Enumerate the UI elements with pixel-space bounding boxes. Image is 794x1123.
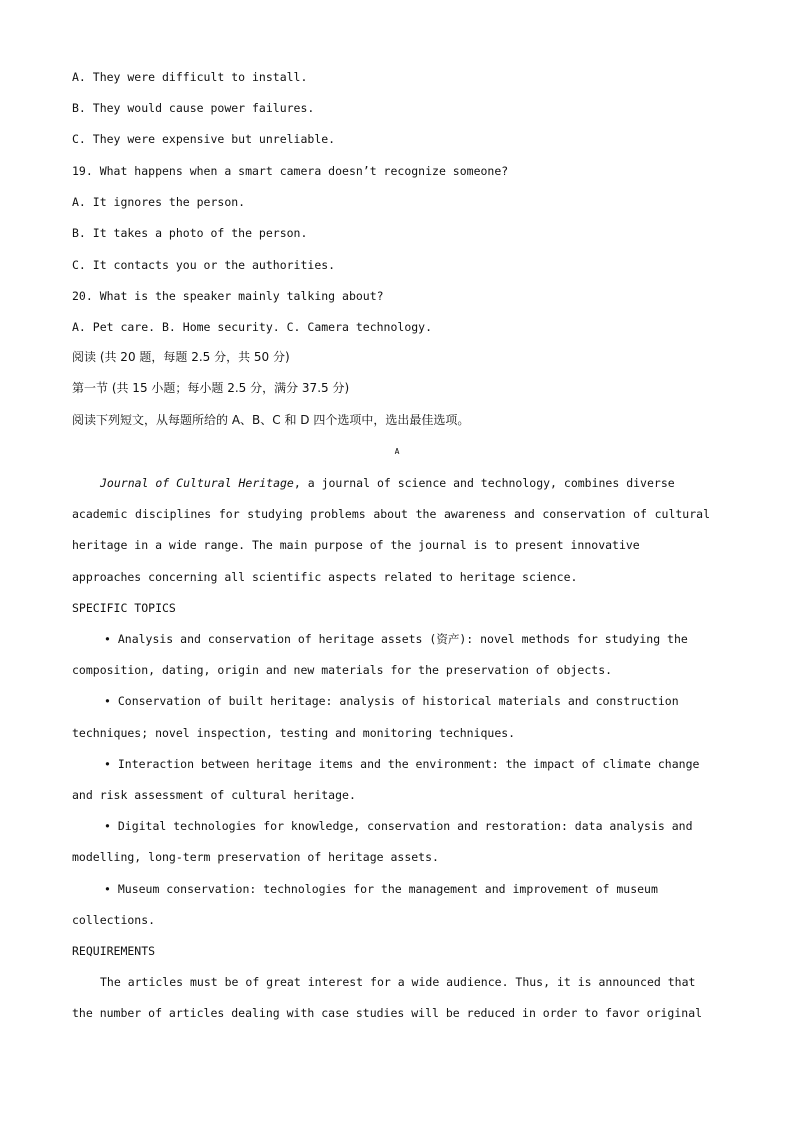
topic-1-line-2: composition, dating, origin and new materials for the preservation of objects. (72, 663, 613, 677)
journal-name: Journal of Cultural Heritage (100, 476, 294, 490)
topic-1-line-1: • Analysis and conservation of heritage assets (资产): novel methods for studying the (104, 632, 688, 646)
topics-heading: SPECIFIC TOPICS (72, 601, 176, 615)
requirements-line-2: the number of articles dealing with case studies will be reduced in order to favor original (72, 1006, 703, 1020)
reading-instruction: 阅读下列短文，从每题所给的 A、B、C 和 D 四个选项中，选出最佳选项。 (72, 413, 470, 427)
intro-line-1 (100, 475, 675, 491)
q20-options: A. Pet care. B. Home security. C. Camera technology. (72, 320, 433, 334)
passage-label: A (394, 447, 400, 456)
requirements-line-1: The articles must be of great interest for a wide audience. Thus, it is announced that (100, 975, 696, 989)
topic-4-line-2: modelling, long-term preservation of heritage assets. (72, 850, 439, 864)
q19-option-c: C. It contacts you or the authorities. (72, 258, 336, 272)
reading-heading: 阅读 (共 20 题，每题 2.5 分，共 50 分) (72, 350, 290, 364)
topic-4-line-1: • Digital technologies for knowledge, conservation and restoration: data analysis and (104, 819, 693, 833)
topic-2-line-2: techniques; novel inspection, testing and monitoring techniques. (72, 726, 516, 740)
intro-line-3: heritage in a wide range. The main purpose of the journal is to present innovative (72, 538, 640, 552)
q18-option-b: B. They would cause power failures. (72, 101, 315, 115)
topic-3-line-1: • Interaction between heritage items and the environment: the impact of climate change (104, 757, 700, 771)
topic-3-line-2: and risk assessment of cultural heritage. (72, 788, 356, 802)
q20-question: 20. What is the speaker mainly talking about? (72, 289, 384, 303)
requirements-heading: REQUIREMENTS (72, 944, 156, 958)
intro-line-4: approaches concerning all scientific aspects related to heritage science. (72, 570, 578, 584)
section-heading: 第一节 (共 15 小题；每小题 2.5 分，满分 37.5 分) (72, 381, 350, 395)
q19-option-a: A. It ignores the person. (72, 195, 246, 209)
q19-question: 19. What happens when a smart camera doesn’t recognize someone? (72, 164, 509, 178)
q18-option-a: A. They were difficult to install. (72, 70, 308, 84)
topic-5-line-1: • Museum conservation: technologies for the management and improvement of museum (104, 882, 658, 896)
q18-option-c: C. They were expensive but unreliable. (72, 132, 336, 146)
topic-5-line-2: collections. (72, 913, 156, 927)
q19-option-b: B. It takes a photo of the person. (72, 226, 308, 240)
topic-2-line-1: • Conservation of built heritage: analysis of historical materials and construction (104, 694, 679, 708)
intro-line-2: academic disciplines for studying problems about the awareness and conservation of cultural (72, 507, 710, 521)
intro-line-1-rest: , a journal of science and technology, combines diverse (293, 476, 675, 490)
